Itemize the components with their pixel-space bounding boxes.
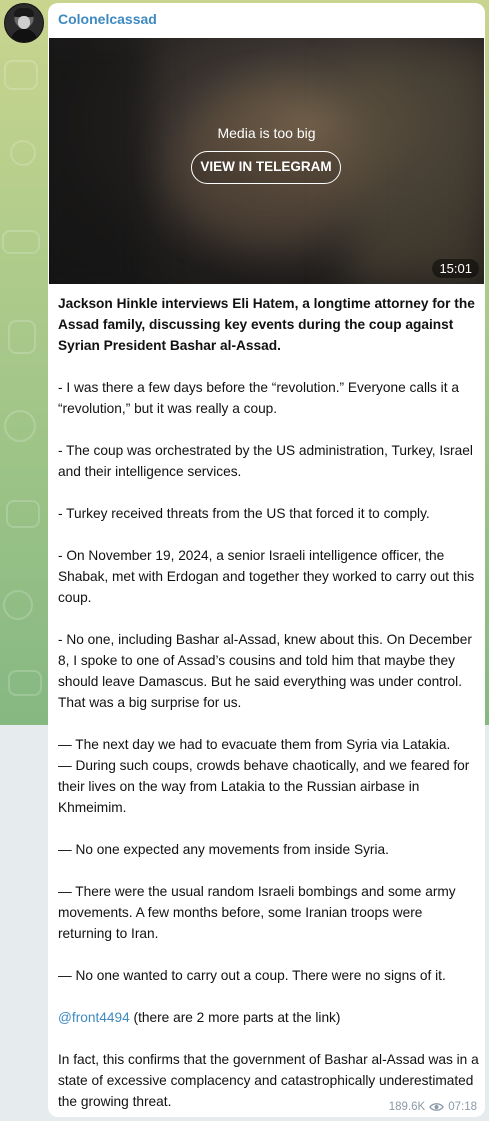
post-text xyxy=(58,293,480,1112)
post-paragraph: — No one wanted to carry out a coup. There were no signs of it. xyxy=(58,968,446,983)
message-meta xyxy=(389,1101,477,1113)
channel-name[interactable]: Colonelcassad xyxy=(58,11,157,27)
post-paragraph: — There were the usual random Israeli bombings and some army movements. A few months before, some Iranian troops were returning to Iran. xyxy=(58,884,456,941)
post-paragraph: - I was there a few days before the “revolution.” Everyone calls it a “revolution,” but it was really a coup. xyxy=(58,380,459,416)
channel-link[interactable]: @front4494 xyxy=(58,1010,130,1025)
post-paragraph: — During such coups, crowds behave chaotically, and we feared for their lives on the way from Latakia to the Russian airbase in Khmeimim. xyxy=(58,758,470,815)
post-paragraph: In fact, this confirms that the government of Bashar al-Assad was in a state of excessive complacency and catastrophically underestimated the growing threat. xyxy=(58,1052,479,1109)
post-paragraph: - On November 19, 2024, a senior Israeli intelligence officer, the Shabak, met with Erdogan and together they worked to carry out this coup. xyxy=(58,548,475,605)
view-in-telegram-button[interactable]: VIEW IN TELEGRAM xyxy=(191,151,341,184)
link-suffix: (there are 2 more parts at the link) xyxy=(129,1010,341,1025)
post-paragraph: - No one, including Bashar al-Assad, knew about this. On December 8, I spoke to one of Assad’s cousins and told him that maybe they should leave Damascus. But he said everything was under control. That was a big surprise for us. xyxy=(58,632,472,710)
video-duration-badge: 15:01 xyxy=(432,259,479,278)
channel-avatar[interactable] xyxy=(4,3,44,43)
link-paragraph xyxy=(58,1007,480,1028)
post-paragraph: - The coup was orchestrated by the US administration, Turkey, Israel and their intelligence services. xyxy=(58,443,473,479)
media-too-big-message: Media is too big xyxy=(217,125,316,141)
post-paragraph: - Turkey received threats from the US that forced it to comply. xyxy=(58,506,430,521)
post-headline: Jackson Hinkle interviews Eli Hatem, a longtime attorney for the Assad family, discussing key events during the coup against Syrian President Bashar al-Assad. xyxy=(58,296,475,353)
post-time: 07:18 xyxy=(448,1101,477,1113)
view-count: 189.6K xyxy=(388,1101,426,1113)
post-paragraph: — No one expected any movements from inside Syria. xyxy=(58,842,389,857)
message-bubble xyxy=(48,3,485,1117)
post-paragraph: — The next day we had to evacuate them from Syria via Latakia. xyxy=(58,737,451,752)
eye-icon xyxy=(429,1102,444,1112)
video-preview[interactable] xyxy=(49,38,484,284)
